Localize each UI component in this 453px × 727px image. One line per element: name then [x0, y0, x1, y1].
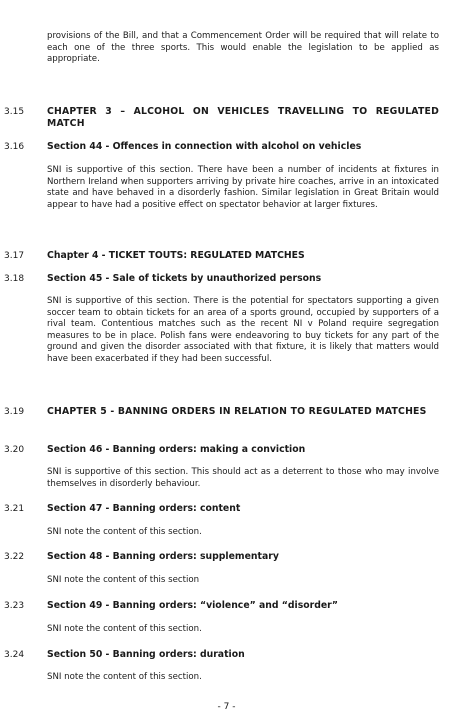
section-number: 3.16: [4, 142, 25, 152]
section-body: SNI note the content of this section.: [47, 672, 202, 682]
section-body: SNI note the content of this section.: [47, 624, 202, 634]
section-heading: Section 50 - Banning orders: duration: [47, 649, 245, 660]
section-body: SNI is supportive of this section. There is the potential for spectators supporting a given soccer team to obtain tickets for an area of a sports ground, occupied by supporters of a rival team. Contentious matches such as the recent NI v Poland require segregation measures to be in place. Polish fans were endeavoring to buy tickets for any part of the ground and given the disorder associated with that fixture, it is likely that matters would have been exacerbated if they had been successful.: [47, 296, 439, 364]
section-heading: Section 45 - Sale of tickets by unauthorized persons: [47, 273, 322, 284]
section-body: SNI is supportive of this section. This should act as a deterrent to those who may involve themselves in disorderly behaviour.: [47, 467, 439, 489]
section-heading: Section 47 - Banning orders: content: [47, 503, 241, 514]
section-number: 3.20: [4, 445, 25, 455]
section-heading: Section 49 - Banning orders: “violence” and “disorder”: [47, 600, 339, 611]
section-body: SNI note the content of this section.: [47, 527, 202, 537]
section-heading: Section 46 - Banning orders: making a conviction: [47, 444, 306, 455]
section-number: 3.24: [4, 650, 25, 660]
section-number: 3.22: [4, 552, 25, 562]
section-number: 3.23: [4, 601, 25, 611]
page-number: - 7 -: [217, 702, 236, 712]
section-number: 3.17: [4, 251, 25, 261]
section-heading: Section 48 - Banning orders: supplementary: [47, 551, 279, 562]
section-number: 3.21: [4, 504, 25, 514]
chapter-heading: CHAPTER 5 - BANNING ORDERS IN RELATION TO REGULATED MATCHES: [47, 406, 427, 417]
intro-paragraph: provisions of the Bill, and that a Commencement Order will be required that will relate to each one of the three sports. This would enable the legislation to be applied as appropriate.: [47, 31, 439, 65]
section-heading: Section 44 - Offences in connection with alcohol on vehicles: [47, 141, 362, 152]
section-body: SNI note the content of this section: [47, 575, 200, 585]
chapter-heading: CHAPTER 3 – ALCOHOL ON VEHICLES TRAVELLING TO REGULATED MATCH: [47, 106, 439, 129]
section-number: 3.15: [4, 107, 25, 117]
section-number: 3.19: [4, 407, 25, 417]
chapter-heading: Chapter 4 - TICKET TOUTS: REGULATED MATCHES: [47, 250, 305, 261]
section-body: SNI is supportive of this section. There have been a number of incidents at fixtures in Northern Ireland when supporters arriving by private hire coaches, arrive in an intoxicated state and have behaved in a disorderly fashion. Similar legislation in Great Britain would appear to have had a positive effect on spectator behavior at larger fixtures.: [47, 165, 439, 210]
section-number: 3.18: [4, 274, 25, 284]
